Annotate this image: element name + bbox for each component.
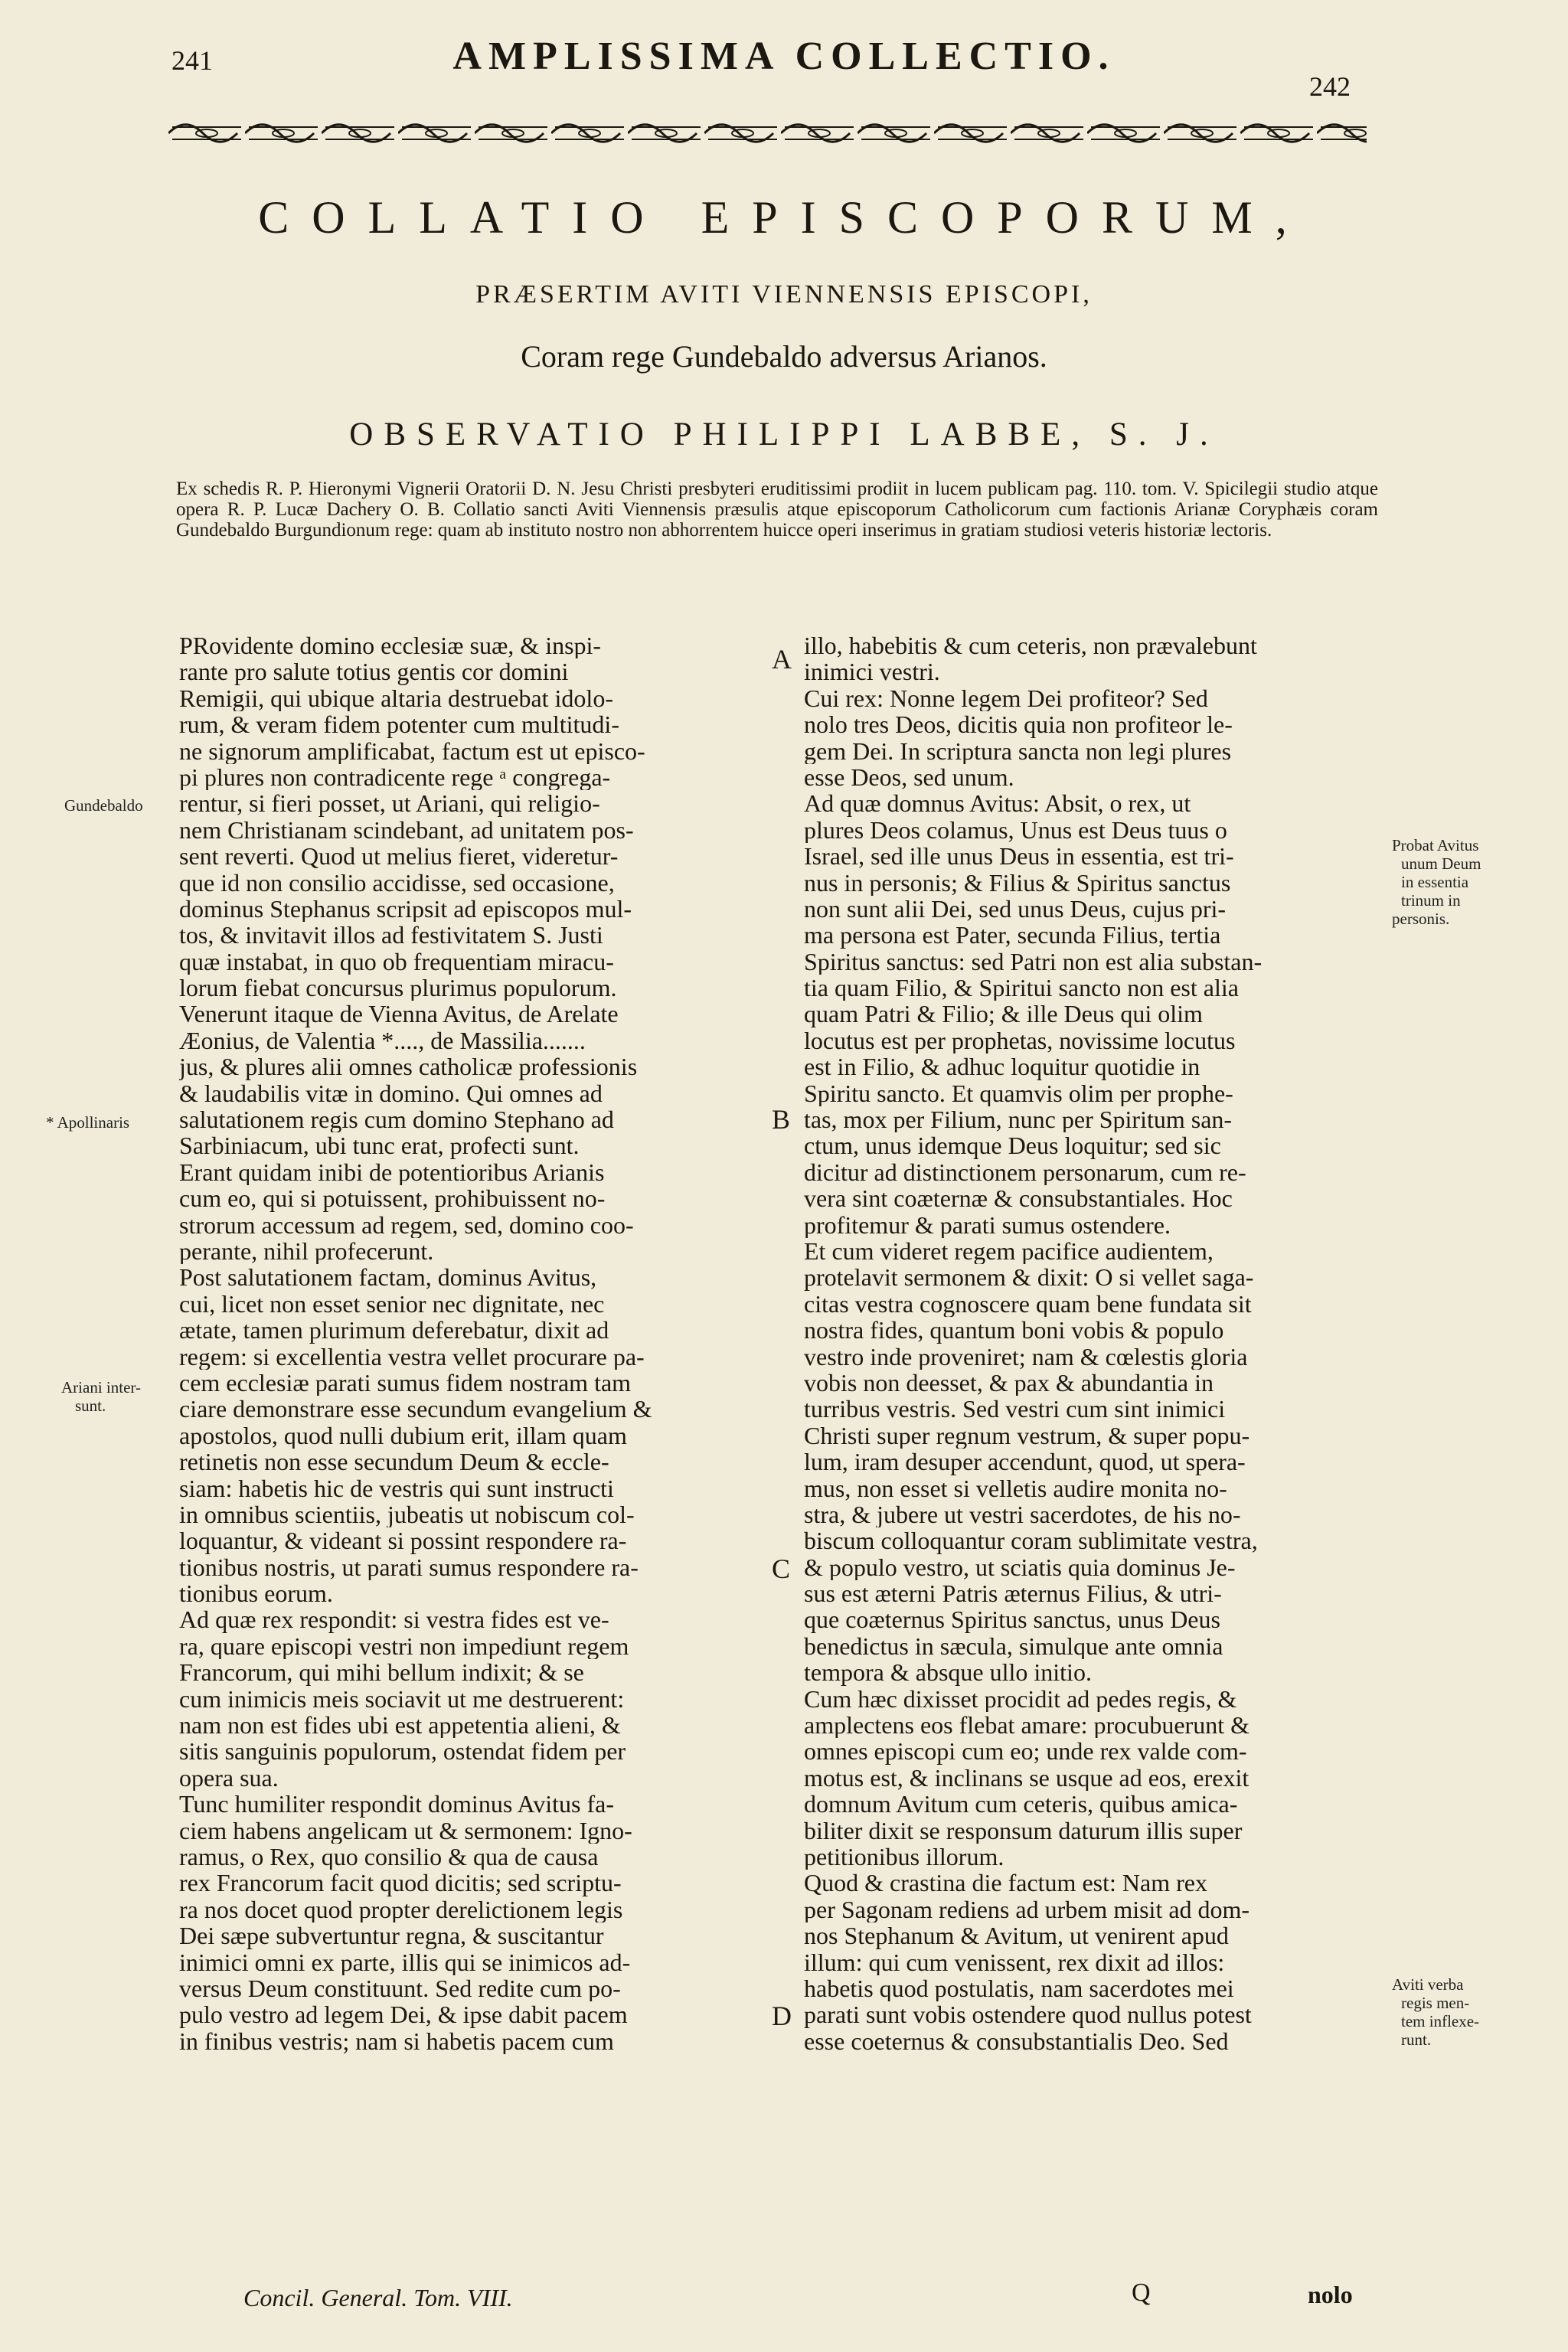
text-line: biscum colloquantur coram sublimitate vestra,	[804, 1527, 1258, 1554]
text-line: regem: si excellentia vestra vellet procurare pa-	[179, 1343, 645, 1370]
page-number-right: 242	[1309, 71, 1351, 102]
text-line: lum, iram desuper accendunt, quod, ut spera-	[804, 1449, 1246, 1475]
text-line: & populo vestro, ut sciatis quia dominus Je-	[804, 1553, 1236, 1581]
text-line: retinetis non esse secundum Deum & eccle-	[179, 1449, 609, 1475]
text-line: inimici omni ex parte, illis qui se inimicos ad-	[179, 1949, 631, 1975]
text-line: plures Deos colamus, Unus est Deus tuus o	[804, 816, 1227, 844]
text-line: citas vestra cognoscere quam bene fundata sit	[804, 1290, 1252, 1318]
text-line: rum, & veram fidem potenter cum multitudi-	[179, 711, 619, 738]
text-line: nos Stephanum & Avitum, ut venirent apud	[804, 1922, 1229, 1949]
side-note-line: Aviti verba	[1392, 1975, 1464, 1994]
page-number-left: 241	[172, 45, 213, 76]
side-note-line: Ariani inter-	[61, 1378, 141, 1396]
text-line: domnum Avitum cum ceteris, quibus amica-	[804, 1791, 1238, 1818]
text-line: vobis non deesset, & pax & abundantia in	[804, 1369, 1214, 1396]
text-line: tos, & invitavit illos ad festivitatem S. Justi	[179, 922, 603, 949]
text-line: turribus vestris. Sed vestri cum sint inimici	[804, 1396, 1226, 1423]
text-line: cum inimicis meis sociavit ut me destruerent:	[179, 1685, 625, 1713]
text-line: benedictus in sæcula, simulque ante omnia	[804, 1632, 1223, 1660]
text-line: nem Christianam scindebant, ad unitatem pos-	[179, 816, 634, 844]
text-line: Quod & crastina die factum est: Nam rex	[804, 1870, 1207, 1896]
text-line: amplectens eos flebat amare: procubuerunt &	[804, 1712, 1250, 1739]
text-line: Post salutationem factam, dominus Avitus,	[179, 1264, 597, 1291]
text-line: Erant quidam inibi de potentioribus Arianis	[179, 1158, 605, 1186]
text-line: nam non est fides ubi est appetentia alieni, &	[179, 1712, 621, 1739]
text-line: vestro inde proveniret; nam & cœlestis gloria	[804, 1343, 1248, 1370]
text-line: est in Filio, & adhuc loquitur quotidie in	[804, 1054, 1200, 1080]
text-line: cem ecclesiæ parati sumus fidem nostram tam	[179, 1369, 632, 1396]
text-line: sitis sanguinis populorum, ostendat fidem per	[179, 1738, 626, 1765]
text-line: esse Deos, sed unum.	[804, 763, 1014, 791]
text-line: tas, mox per Filium, nunc per Spiritum san-	[804, 1106, 1233, 1133]
text-line: & laudabilis vitæ in domino. Qui omnes ad	[179, 1080, 603, 1107]
text-line: Dei sæpe subvertuntur regna, & suscitantur	[179, 1922, 604, 1949]
text-line: petitionibus illorum.	[804, 1843, 1004, 1870]
text-line: rex Francorum facit quod dicitis; sed scriptu-	[179, 1870, 622, 1896]
text-line: Et cum videret regem pacifice audientem,	[804, 1237, 1214, 1265]
text-line: Christi super regnum vestrum, & super popu-	[804, 1422, 1250, 1449]
text-line: parati sunt vobis ostendere quod nullus potest	[804, 2001, 1252, 2028]
side-note-gundebaldo: Gundebaldo	[64, 796, 143, 815]
text-line: ciare demonstrare esse secundum evangelium &	[179, 1396, 652, 1423]
text-line: Remigii, qui ubique altaria destruebat idolo-	[179, 684, 613, 712]
text-line: protelavit sermonem & dixit: O si vellet saga-	[804, 1264, 1254, 1291]
text-line: ætate, tamen plurimum deferebatur, dixit ad	[179, 1317, 609, 1344]
text-line: gem Dei. In scriptura sancta non legi plures	[804, 737, 1232, 764]
side-note-line: regis men-	[1401, 1994, 1470, 2012]
text-line: in finibus vestris; nam si habetis pacem cum	[179, 2027, 614, 2055]
text-line: nostra fides, quantum boni vobis & populo	[804, 1317, 1224, 1344]
text-line: siam: habetis hic de vestris qui sunt instructi	[179, 1475, 614, 1501]
text-line: lorum fiebat concursus plurimus populorum.	[179, 975, 617, 1001]
side-note-line: sunt.	[75, 1396, 106, 1415]
text-line: tia quam Filio, & Spiritui sancto non est alia	[804, 975, 1239, 1001]
side-note-probat	[1392, 836, 1481, 928]
text-line: Francorum, qui mihi bellum indixit; & se	[179, 1659, 584, 1686]
footer-source: Concil. General. Tom. VIII.	[243, 2284, 513, 2311]
catchword: nolo	[1308, 2281, 1353, 2308]
text-line: non sunt alii Dei, sed unus Deus, cujus pri-	[804, 895, 1227, 923]
signature-mark: Q	[1132, 2278, 1151, 2307]
text-line: dicitur ad distinctionem personarum, cum re-	[804, 1158, 1246, 1186]
text-line: quæ instabat, in quo ob frequentiam miracu-	[179, 948, 614, 975]
text-line: omnes episcopi cum eo; unde rex valde com-	[804, 1738, 1247, 1765]
title-observatio: OBSERVATIO PHILIPPI LABBE, S. J.	[349, 416, 1219, 452]
title-collatio: COLLATIO EPISCOPORUM,	[258, 192, 1310, 243]
text-line: que id non consilio accidisse, sed occasione,	[179, 869, 615, 896]
text-line: profitemur & parati sumus ostendere.	[804, 1211, 1171, 1238]
text-line: illo, habebitis & cum ceteris, non prævalebunt	[804, 632, 1257, 659]
side-note-line: runt.	[1401, 2030, 1432, 2049]
text-line: Ad quæ domnus Avitus: Absit, o rex, ut	[804, 790, 1191, 817]
text-line: Cum hæc dixisset procidit ad pedes regis, &	[804, 1685, 1237, 1713]
text-line: Ad quæ rex respondit: si vestra fides est ve-	[179, 1606, 609, 1633]
text-line: ne signorum amplificabat, factum est ut episco-	[179, 737, 645, 764]
side-note-line: unum Deum	[1401, 854, 1481, 873]
text-line: Tunc humiliter respondit dominus Avitus fa-	[179, 1791, 614, 1818]
text-line: in omnibus scientiis, jubeatis ut nobiscum col-	[179, 1501, 635, 1528]
text-line: dominus Stephanus scripsit ad episcopos mul-	[179, 895, 632, 923]
section-mark-d: D	[772, 2001, 792, 2031]
text-line: loquantur, & videant si possint respondere ra-	[179, 1527, 627, 1554]
text-line: Æonius, de Valentia *...., de Massilia.......	[179, 1027, 586, 1054]
ornamental-rule	[168, 118, 1367, 149]
text-line: PRovidente domino ecclesiæ suæ, & inspi-	[179, 632, 602, 659]
section-mark-c: C	[772, 1553, 791, 1584]
side-note-line: Probat Avitus	[1392, 836, 1479, 854]
side-note-line: personis.	[1392, 910, 1450, 928]
text-line: ctum, unus idemque Deus loquitur; sed sic	[804, 1132, 1221, 1159]
side-note-line: trinum in	[1401, 891, 1461, 910]
side-note-ariani	[61, 1378, 141, 1415]
left-column	[179, 632, 769, 2054]
right-column	[804, 632, 1384, 2054]
text-line: habetis quod postulatis, nam sacerdotes mei	[804, 1975, 1234, 2002]
text-line: biliter dixit se responsum daturum illis super	[804, 1817, 1243, 1844]
text-line: ra, quare episcopi vestri non impediunt regem	[179, 1632, 629, 1660]
text-line: sent reverti. Quod ut melius fieret, videretur-	[179, 843, 619, 870]
text-line: rentur, si fieri posset, ut Ariani, qui religio-	[179, 790, 600, 817]
side-note-aviti	[1392, 1975, 1479, 2049]
text-line: esse coeternus & consubstantialis Deo. Sed	[804, 2027, 1229, 2055]
text-line: per Sagonam rediens ad urbem misit ad dom-	[804, 1896, 1250, 1923]
text-line: mus, non esset si velletis audire monita no-	[804, 1475, 1227, 1501]
title-coram: Coram rege Gundebaldo adversus Arianos.	[521, 339, 1047, 374]
text-line: Israel, sed ille unus Deus in essentia, est tri-	[804, 843, 1234, 870]
text-line: Spiritu sancto. Et quamvis olim per prophe-	[804, 1080, 1233, 1107]
text-line: pi plures non contradicente rege ᵃ congrega-	[179, 763, 611, 791]
text-line: Venerunt itaque de Vienna Avitus, de Arelate	[179, 1001, 619, 1027]
text-line: apostolos, quod nulli dubium erit, illam quam	[179, 1422, 627, 1449]
side-note-line: in essentia	[1401, 873, 1469, 891]
text-line: jus, & plures alii omnes catholicæ professionis	[179, 1054, 638, 1080]
text-line: tionibus eorum.	[179, 1580, 333, 1607]
text-line: tionibus nostris, ut parati sumus respondere ra-	[179, 1553, 639, 1581]
text-line: tempora & absque ullo initio.	[804, 1659, 1092, 1686]
side-note-line: tem inflexe-	[1401, 2012, 1480, 2030]
text-line: ma persona est Pater, secunda Filius, tertia	[804, 922, 1221, 949]
text-line: inimici vestri.	[804, 658, 940, 685]
side-note-apollinaris: * Apollinaris	[46, 1113, 130, 1132]
text-line: ciem habens angelicam ut & sermonem: Igno-	[179, 1817, 632, 1844]
text-line: Cui rex: Nonne legem Dei profiteor? Sed	[804, 684, 1208, 712]
text-line: strorum accessum ad regem, sed, domino coo-	[179, 1211, 634, 1238]
text-line: cum eo, qui si potuissent, prohibuissent no-	[179, 1185, 606, 1212]
running-title: AMPLISSIMA COLLECTIO.	[452, 34, 1116, 78]
text-line: stra, & jubere ut vestri sacerdotes, de his no-	[804, 1501, 1241, 1528]
text-line: nolo tres Deos, dicitis quia non profiteor le-	[804, 711, 1233, 738]
title-praesertim: PRÆSERTIM AVITI VIENNENSIS EPISCOPI,	[475, 280, 1093, 309]
intro-paragraph: Ex schedis R. P. Hieronymi Vignerii Oratorii D. N. Jesu Christi presbyteri eruditissimi prodiit in lucem publicam pag. 110. tom. V. Spicilegii studio atque opera R. P. Lucæ Dachery O. B. Collatio sancti Aviti Viennensis præsulis atque episcoporum Catholicorum cum factionis Arianæ Coryphæis coram Gundebaldo Burgundionum rege: quam ab instituto nostro non abhorrentem huicce operi inserimus in gratiam studiosi veteris historiæ lectoris.	[176, 479, 1378, 541]
text-line: rante pro salute totius gentis cor domini	[179, 658, 569, 685]
text-line: Sarbiniacum, ubi tunc erat, profecti sunt.	[179, 1132, 580, 1159]
text-line: perante, nihil profecerunt.	[179, 1237, 434, 1265]
section-mark-b: B	[772, 1104, 791, 1135]
text-line: sus est æterni Patris æternus Filius, & utri-	[804, 1580, 1222, 1607]
text-line: versus Deum constituunt. Sed redite cum po-	[179, 1975, 621, 2002]
text-line: vera sint coæternæ & consubstantiales. Hoc	[804, 1185, 1233, 1212]
text-line: Spiritus sanctus: sed Patri non est alia substan-	[804, 948, 1263, 975]
text-line: que coæternus Spiritus sanctus, unus Deus	[804, 1606, 1220, 1633]
text-line: salutationem regis cum domino Stephano ad	[179, 1106, 614, 1133]
text-line: nus in personis; & Filius & Spiritus sanctus	[804, 869, 1231, 896]
text-line: motus est, & inclinans se usque ad eos, erexit	[804, 1764, 1250, 1792]
text-line: pulo vestro ad legem Dei, & ipse dabit pacem	[179, 2001, 628, 2028]
section-mark-a: A	[772, 644, 792, 675]
text-line: quam Patri & Filio; & ille Deus qui olim	[804, 1001, 1203, 1027]
text-line: ra nos docet quod propter derelictionem legis	[179, 1896, 623, 1923]
text-line: illum: qui cum venissent, rex dixit ad illos:	[804, 1949, 1225, 1975]
text-line: locutus est per prophetas, novissime locutus	[804, 1027, 1236, 1054]
text-line: opera sua.	[179, 1764, 279, 1792]
text-line: ramus, o Rex, quo consilio & qua de causa	[179, 1843, 599, 1870]
text-line: cui, licet non esset senior nec dignitate, nec	[179, 1290, 605, 1318]
